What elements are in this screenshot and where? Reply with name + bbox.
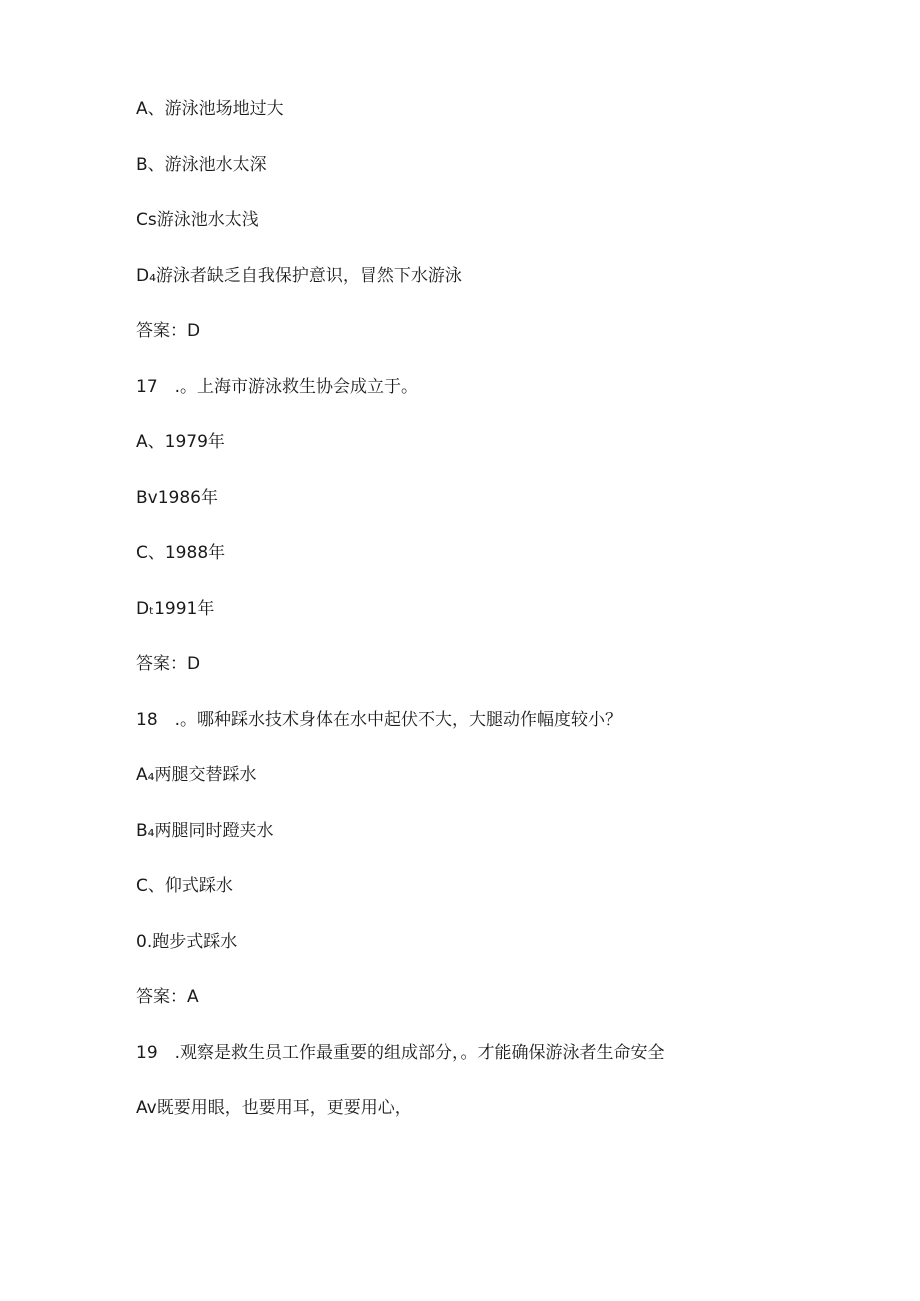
q17-option-b: Bv1986年 bbox=[136, 488, 218, 508]
q18-option-c: C、仰式踩水 bbox=[136, 876, 233, 896]
q17-option-a: A、1979年 bbox=[136, 432, 225, 452]
q18-question: 18 .。哪种踩水技术身体在水中起伏不大，大腿动作幅度较小？ bbox=[136, 710, 623, 730]
q16-option-b: B、游泳池水太深 bbox=[136, 155, 267, 175]
q16-option-c: Cs游泳池水太浅 bbox=[136, 210, 259, 230]
q18-option-a: A₄两腿交替踩水 bbox=[136, 765, 257, 785]
q17-answer: 答案：D bbox=[136, 654, 201, 674]
q19-option-a: Av既要用眼，也要用耳，更要用心， bbox=[136, 1098, 412, 1118]
q18-answer: 答案：A bbox=[136, 987, 199, 1007]
q16-answer: 答案：D bbox=[136, 321, 201, 341]
q16-option-a: A、游泳池场地过大 bbox=[136, 99, 284, 119]
q19-question: 19 .观察是救生员工作最重要的组成部分，。才能确保游泳者生命安全 bbox=[136, 1043, 665, 1063]
q18-option-b: B₄两腿同时蹬夹水 bbox=[136, 821, 274, 841]
q17-option-c: C、1988年 bbox=[136, 543, 226, 563]
q17-option-d: Dₜ1991年 bbox=[136, 599, 215, 619]
q16-option-d: D₄游泳者缺乏自我保护意识，冒然下水游泳 bbox=[136, 266, 462, 286]
q17-question: 17 .。上海市游泳救生协会成立于。 bbox=[136, 377, 419, 397]
q18-option-d: 0.跑步式踩水 bbox=[136, 932, 238, 952]
